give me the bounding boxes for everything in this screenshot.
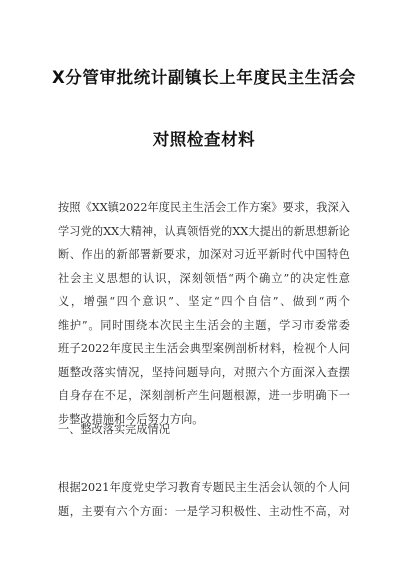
paragraph-line: 步整改措施和今后努力方向。	[58, 412, 204, 426]
paragraph-line: 自身存在不足，深刻剖析产生问题根源，进一步明确下一	[58, 389, 350, 402]
paragraph-section-1	[58, 476, 350, 523]
paragraph-line: 班子2022年度民主生活会典型案例剖析材料，检视个人问	[58, 342, 350, 355]
document-title-line-2: 对照检查材料	[152, 130, 256, 149]
paragraph-intro	[58, 196, 350, 431]
paragraph-line: 题整改落实情况，坚持问题导向，对照六个方面深入查摆	[58, 365, 350, 379]
paragraph-line: 学习党的XX大精神，认真领悟党的XX大提出的新思想新论	[58, 224, 350, 238]
paragraph-line: 题，主要有六个方面：一是学习积极性、主动性不高，对	[58, 504, 350, 518]
section-heading: 一、整改落实完成情况	[58, 423, 170, 436]
paragraph-line: 断、作出的新部署新要求，加深对习近平新时代中国特色	[58, 248, 350, 261]
document-title-line-1: X分管审批统计副镇长上年度民主生活会	[51, 68, 357, 87]
paragraph-line: 按照《XX镇2022年度民主生活会工作方案》要求，我深入	[58, 201, 350, 214]
paragraph-line: 社会主义思想的认识，深刻领悟“两个确立”的决定性意	[58, 271, 350, 285]
paragraph-line: 维护”。同时围绕本次民主生活会的主题，学习市委常委	[58, 318, 350, 332]
paragraph-line: 义，增强“四个意识”、坚定“四个自信”、做到“两个	[58, 295, 350, 308]
paragraph-line: 根据2021年度党史学习教育专题民主生活会认领的个人问	[58, 481, 350, 494]
